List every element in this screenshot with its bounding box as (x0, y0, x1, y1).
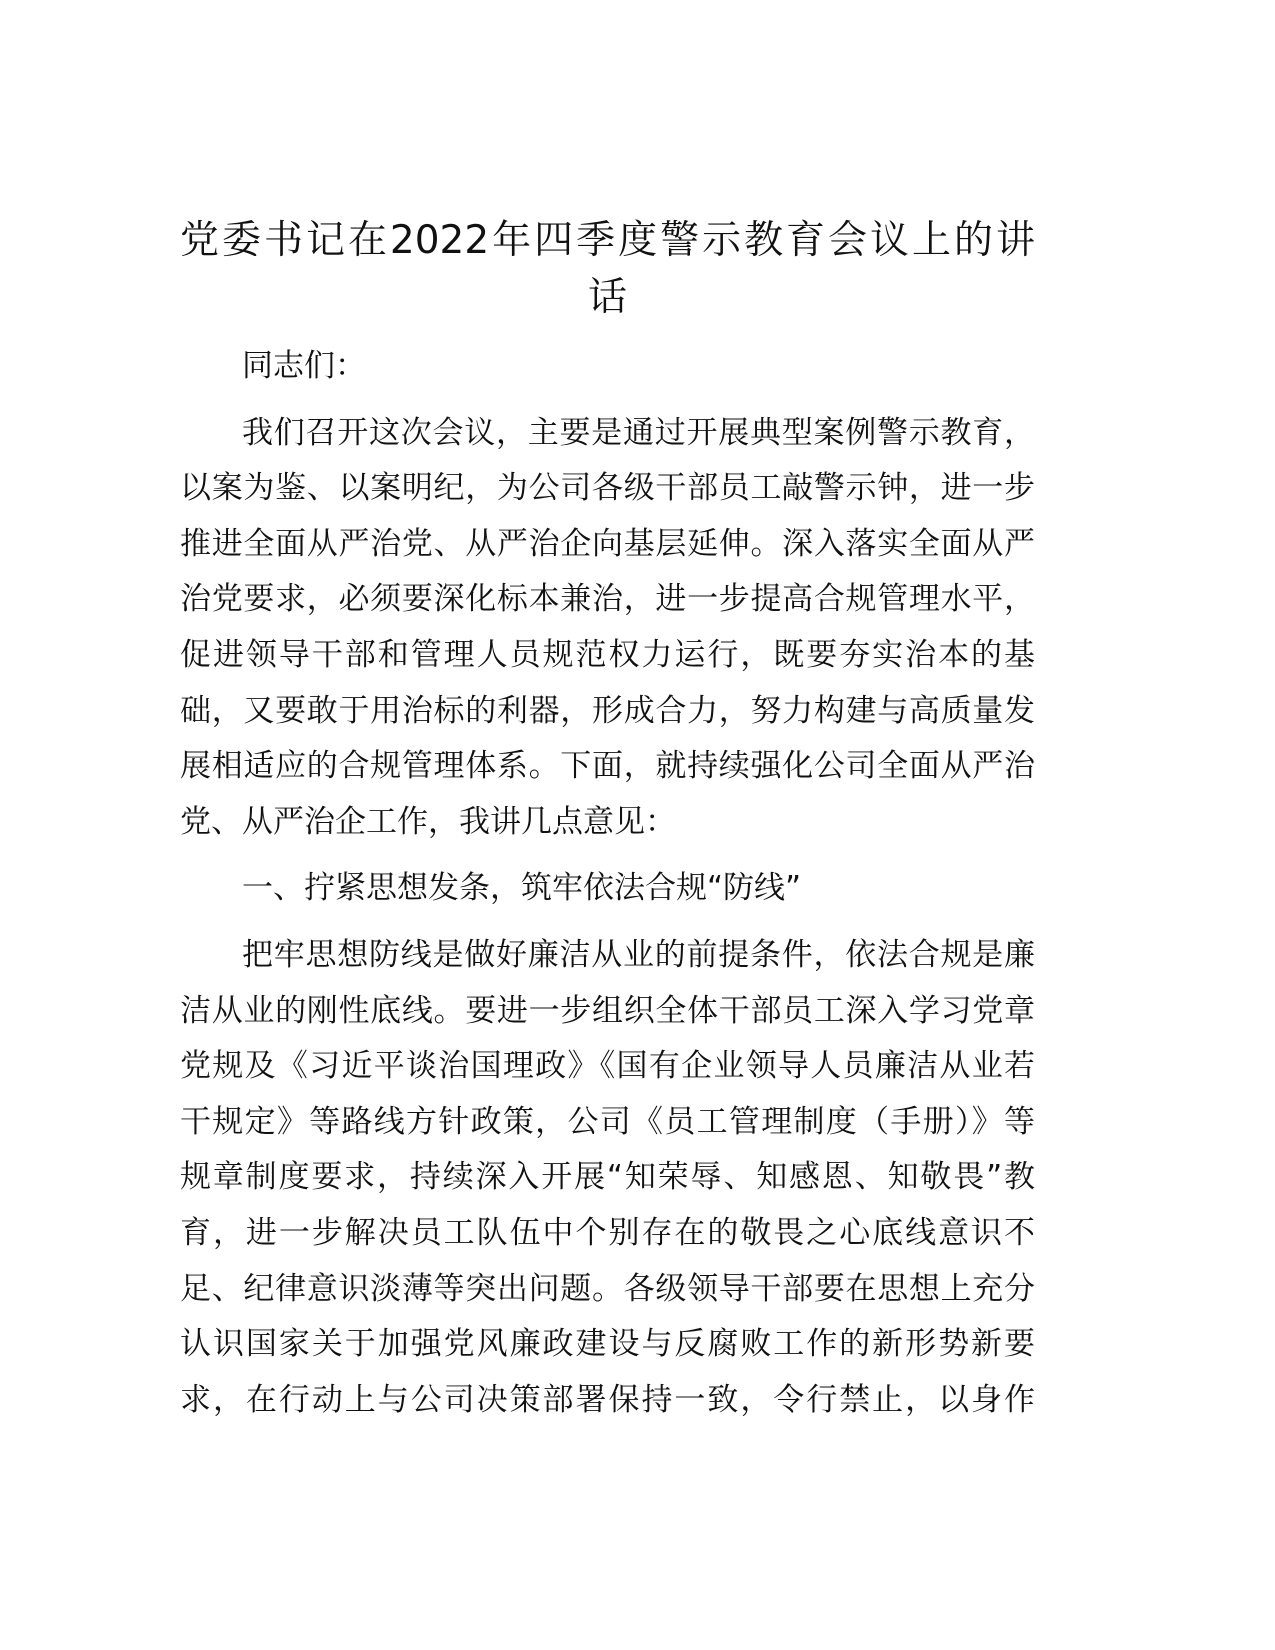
text-line: 我们召开这次会议，主要是通过开展典型案例警示教育， (242, 414, 1035, 451)
paragraph-intro (180, 406, 1035, 851)
text-line: 推进全面从严治党、从严治企向基层延伸。深入落实全面从严 (180, 525, 1035, 562)
text-line: 育，进一步解决员工队伍中个别存在的敬畏之心底线意识不 (180, 1214, 1035, 1251)
section-heading-1 (180, 861, 1035, 917)
text-line: 治党要求，必须要深化标本兼治，进一步提高合规管理水平， (180, 581, 1035, 618)
title-line: 话 (587, 275, 627, 320)
greeting (180, 339, 1035, 395)
heading-text: 一、拧紧思想发条，筑牢依法合规“防线” (242, 870, 802, 907)
text-line: 促进领导干部和管理人员规范权力运行，既要夯实治本的基 (180, 636, 1035, 673)
text-line: 足、纪律意识淡薄等突出问题。各级领导干部要在思想上充分 (180, 1270, 1035, 1307)
text-line: 认识国家关于加强党风廉政建设与反腐败工作的新形势新要 (180, 1326, 1035, 1363)
text-line: 以案为鉴、以案明纪，为公司各级干部员工敲警示钟，进一步 (180, 470, 1035, 507)
paragraph-section-1 (180, 928, 1035, 1428)
text-line: 础，又要敢于用治标的利器，形成合力，努力构建与高质量发 (180, 692, 1035, 729)
text-line: 把牢思想防线是做好廉洁从业的前提条件，依法合规是廉 (242, 936, 1035, 973)
text-line: 干规定》等路线方针政策，公司《员工管理制度（手册）》等 (180, 1103, 1035, 1140)
text-line: 展相适应的合规管理体系。下面，就持续强化公司全面从严治 (180, 748, 1035, 785)
title-line: 党委书记在2022年四季度警示教育会议上的讲 (180, 218, 1035, 263)
greeting-text: 同志们： (242, 348, 366, 384)
text-line: 党、从严治企工作，我讲几点意见： (180, 803, 676, 840)
document-title (180, 212, 1035, 326)
text-line: 规章制度要求，持续深入开展“知荣辱、知感恩、知敬畏”教 (180, 1159, 1035, 1196)
text-line: 党规及《习近平谈治国理政》《国有企业领导人员廉洁从业若 (180, 1048, 1035, 1085)
text-line: 洁从业的刚性底线。要进一步组织全体干部员工深入学习党章 (180, 992, 1035, 1029)
document-page (180, 212, 1035, 1428)
text-line: 求，在行动上与公司决策部署保持一致，令行禁止，以身作 (180, 1381, 1035, 1418)
